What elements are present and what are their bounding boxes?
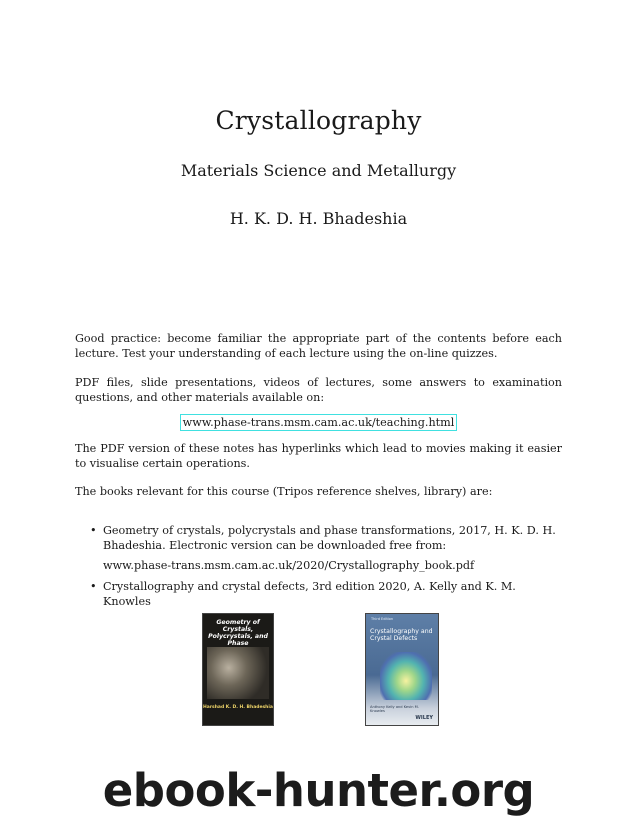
book-cover-crystallography — [365, 613, 439, 726]
teaching-link-row — [0, 411, 637, 431]
list-item — [90, 579, 562, 609]
teaching-link[interactable]: www.phase-trans.msm.cam.ac.uk/teaching.html — [180, 414, 458, 431]
book-download-link[interactable]: www.phase-trans.msm.cam.ac.uk/2020/Crystallography_book.pdf — [103, 559, 475, 572]
cover-title: Crystallography and Crystal Defects — [370, 628, 433, 642]
cover-publisher-logo: WILEY — [415, 715, 433, 721]
document-subtitle: Materials Science and Metallurgy — [180, 161, 457, 180]
document-title: Crystallography — [215, 106, 422, 135]
bullet-icon: • — [90, 524, 97, 537]
book-cover-geometry — [202, 613, 274, 726]
cover-author: Harshad K. D. H. Bhadeshia — [203, 705, 273, 710]
bullet-icon: • — [90, 580, 97, 593]
watermark-text: ebook-hunter.org — [102, 764, 535, 817]
cover-title: Geometry of Crystals, Polycrystals, and Phase — [208, 619, 268, 647]
list-item — [90, 523, 562, 573]
paragraph-good-practice: Good practice: become familiar the appropriate part of the contents before each lecture. Test your understanding of each lecture using the on-line quizzes. — [75, 332, 562, 360]
cover-artwork — [380, 652, 432, 700]
cover-authors: Anthony Kelly and Kevin M. Knowles — [370, 705, 419, 713]
cover-edition: Third Edition — [371, 617, 394, 621]
paragraph-books-intro: The books relevant for this course (Tripos reference shelves, library) are: — [75, 485, 493, 498]
cover-crystal-image — [207, 647, 269, 699]
book-description: Geometry of crystals, polycrystals and phase transformations, 2017, H. K. D. H. Bhadeshia. Electronic version can be downloaded free from: — [103, 524, 556, 552]
book-list — [90, 523, 562, 609]
paragraph-materials: PDF files, slide presentations, videos of lectures, some answers to examination questions, and other materials available on: — [75, 376, 562, 404]
document-author: H. K. D. H. Bhadeshia — [229, 209, 408, 228]
book-description: Crystallography and crystal defects, 3rd edition 2020, A. Kelly and K. M. Knowles — [103, 580, 516, 608]
paragraph-hyperlinks: The PDF version of these notes has hyperlinks which lead to movies making it easier to visualise certain operations. — [75, 442, 562, 470]
